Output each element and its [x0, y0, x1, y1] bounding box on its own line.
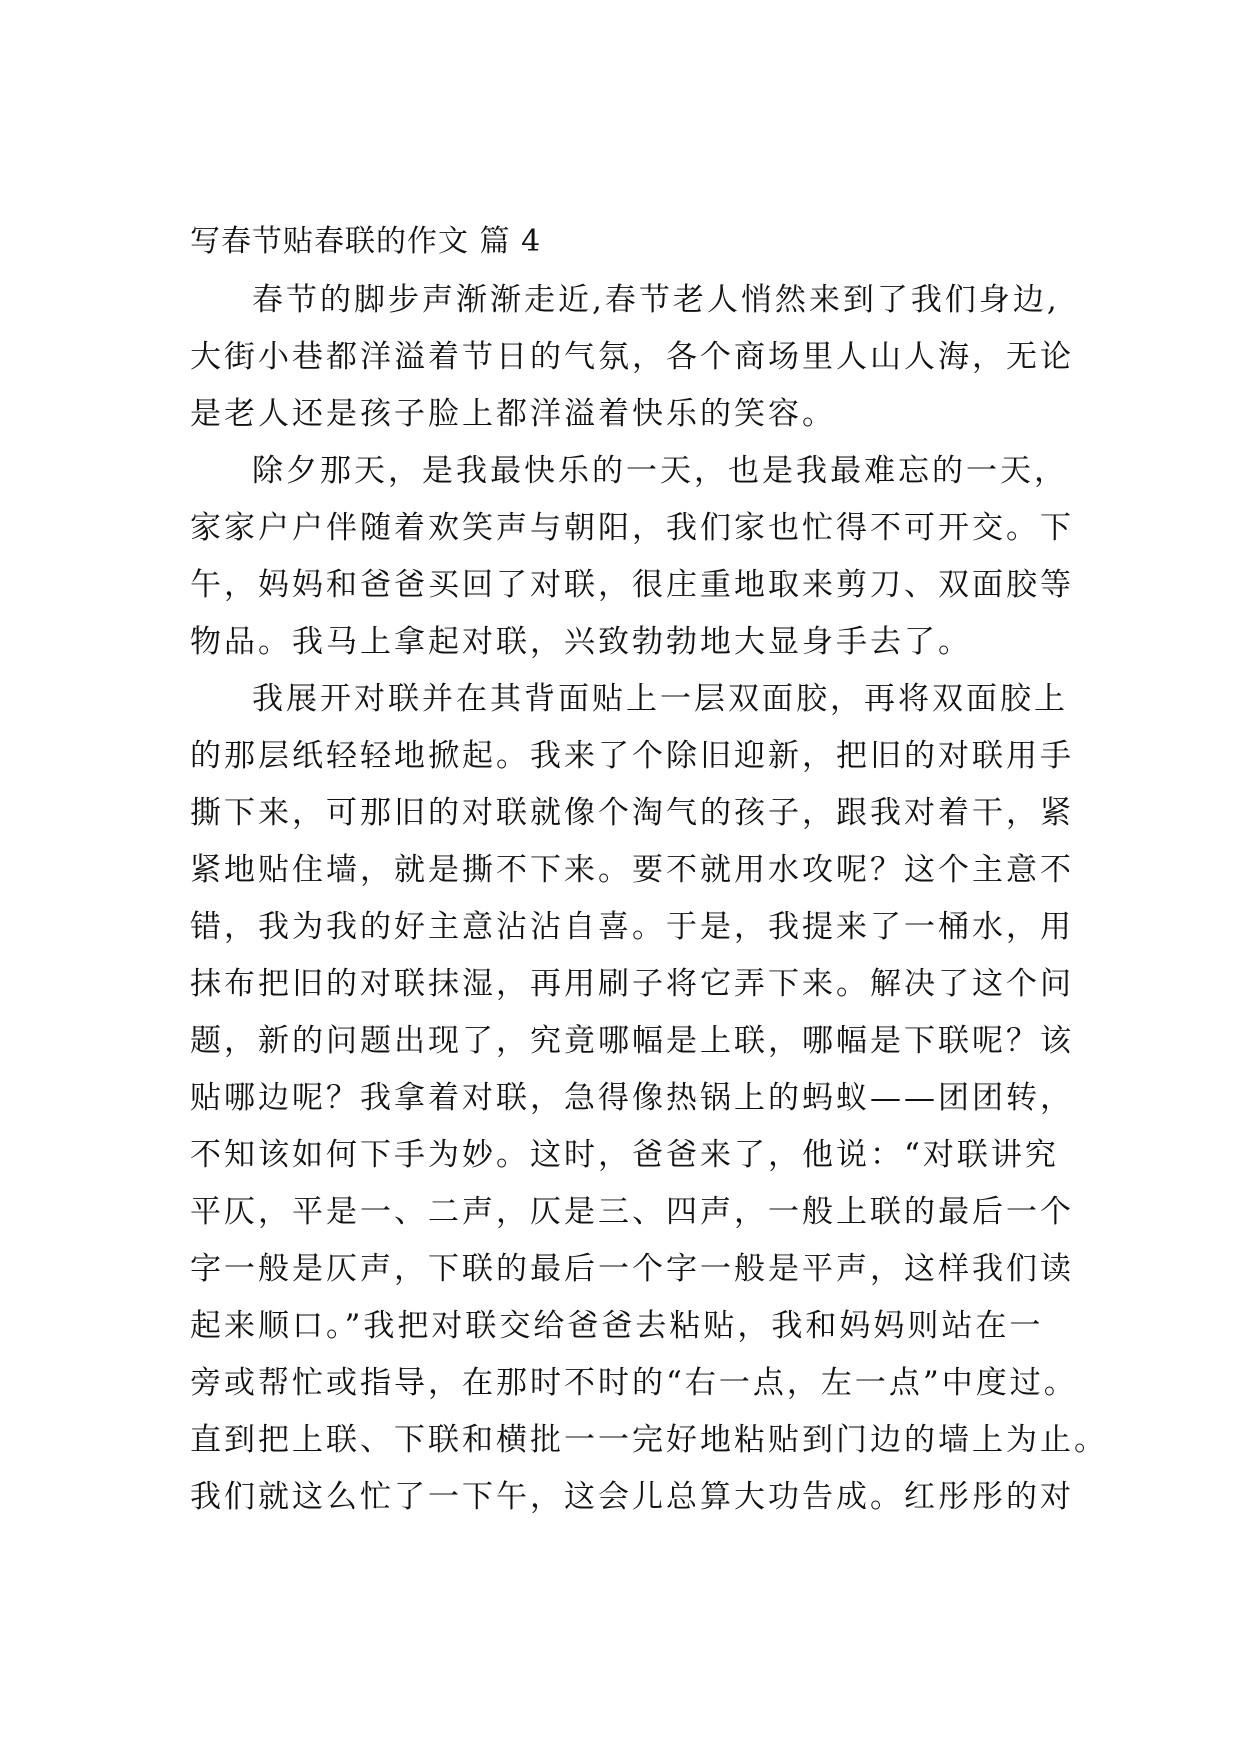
text-line: 午，妈妈和爸爸买回了对联，很庄重地取来剪刀、双面胶等	[190, 567, 1074, 603]
text-line: 错，我为我的好主意沾沾自喜。于是，我提来了一桶水，用	[190, 909, 1074, 945]
text-line: 起来顺口。”我把对联交给爸爸去粘贴，我和妈妈则站在一	[190, 1308, 1044, 1344]
text-line: 字一般是仄声，下联的最后一个字一般是平声，这样我们读	[190, 1251, 1074, 1287]
text-line: 贴哪边呢？我拿着对联，急得像热锅上的蚂蚁——团团转，	[190, 1080, 1074, 1116]
text-line: 旁或帮忙或指导，在那时不时的“右一点，左一点”中度过。	[190, 1365, 1078, 1401]
text-line: 家家户户伴随着欢笑声与朝阳，我们家也忙得不可开交。下	[190, 510, 1074, 546]
text-line: 紧地贴住墙，就是撕不下来。要不就用水攻呢？这个主意不	[190, 852, 1074, 888]
text-line: 是老人还是孩子脸上都洋溢着快乐的笑容。	[190, 396, 836, 432]
text-line: 物品。我马上拿起对联，兴致勃勃地大显身手去了。	[190, 624, 972, 660]
text-line: 的那层纸轻轻地掀起。我来了个除旧迎新，把旧的对联用手	[190, 738, 1074, 774]
text-line: 我们就这么忙了一下午，这会儿总算大功告成。红彤彤的对	[190, 1479, 1074, 1515]
text-line: 直到把上联、下联和横批一一完好地粘贴到门边的墙上为止。	[190, 1422, 1108, 1458]
text-line: 大街小巷都洋溢着节日的气氛，各个商场里人山人海，无论	[190, 339, 1074, 375]
text-line: 春节的脚步声渐渐走近,春节老人悄然来到了我们身边,	[252, 282, 1060, 318]
text-line: 不知该如何下手为妙。这时，爸爸来了，他说：“对联讲究	[190, 1137, 1059, 1173]
text-line: 撕下来，可那旧的对联就像个淘气的孩子，跟我对着干，紧	[190, 795, 1074, 831]
text-line: 平仄，平是一、二声，仄是三、四声，一般上联的最后一个	[190, 1194, 1074, 1230]
text-line: 我展开对联并在其背面贴上一层双面胶，再将双面胶上	[252, 681, 1068, 717]
text-line: 除夕那天，是我最快乐的一天，也是我最难忘的一天，	[252, 453, 1068, 489]
text-line: 抹布把旧的对联抹湿，再用刷子将它弄下来。解决了这个问	[190, 966, 1074, 1002]
text-line: 题，新的问题出现了，究竟哪幅是上联，哪幅是下联呢？该	[190, 1023, 1074, 1059]
page-title: 写春节贴春联的作文 篇 4	[190, 224, 542, 259]
